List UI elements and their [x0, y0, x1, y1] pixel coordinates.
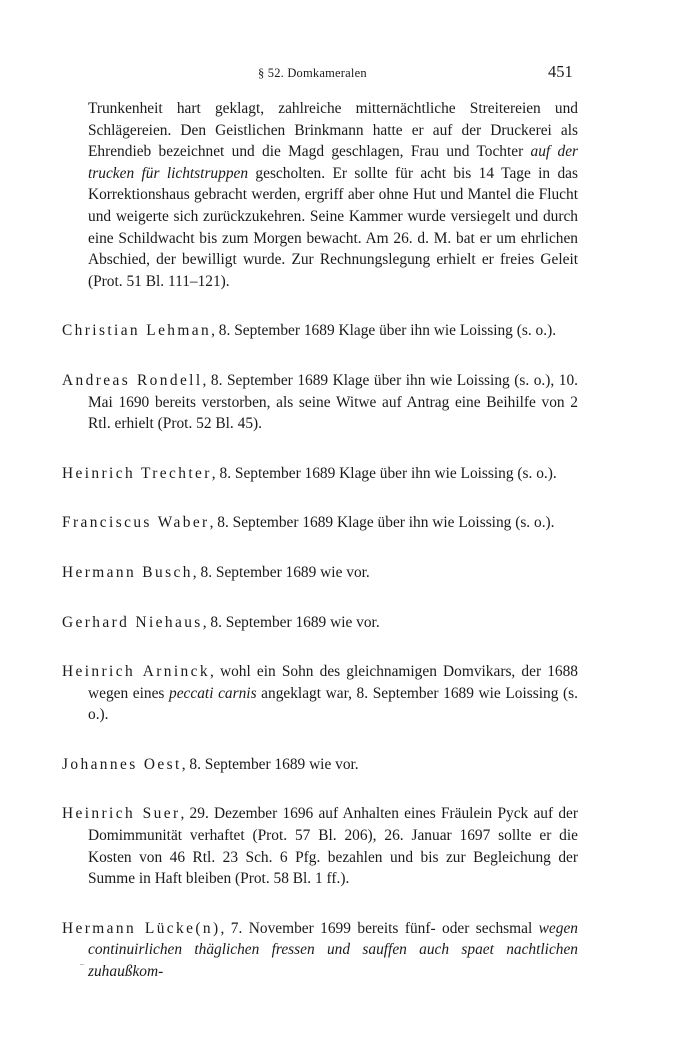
print-mark [80, 964, 84, 965]
paragraph-text: gescholten. Er sollte für acht bis 14 Tage in das Korrektionshaus gebracht werden, ergriff aber ohne Hut und Mantel die Flucht und weigerte sich zurückzukehren. Seine Kammer wurde versiegelt und durch eine Schildwacht bis zum Morgen bewacht. Am 26. d. M. bat er um ehrlichen Abschied, der bewilligt wurde. Zur Rechnungslegung erhielt er freies Geleit (Prot. 51 Bl. 111–121). [88, 164, 579, 290]
entry-text: , 8. September 1689 Klage über ihn wie Loissing (s. o.). [211, 322, 557, 340]
entry-text: , 8. September 1689 wie vor. [202, 613, 380, 631]
quoted-phrase: wegen continuirlichen thäglichen fressen und sauffen auch spaet nachtlichen zuhaußkom- [88, 919, 578, 981]
entry-name: Christian Lehman [62, 322, 212, 340]
entry-text: , 7. November 1699 bereits fünf- oder sechsmal [220, 919, 539, 937]
entry-busch [62, 562, 578, 584]
running-title: § 52. Domkameralen [258, 66, 367, 80]
entry-waber [62, 512, 578, 534]
entry-text: , 8. September 1689 wie vor. [181, 755, 359, 773]
entry-trechter [62, 463, 578, 485]
entry-rondell [62, 370, 578, 435]
entry-luecke [62, 918, 578, 983]
entry-suer [62, 803, 578, 889]
entry-niehaus [62, 612, 578, 634]
entry-name: Hermann Busch [62, 563, 193, 581]
entry-name: Franciscus Waber [62, 514, 210, 532]
entry-text: , 8. September 1689 Klage über ihn wie Loissing (s. o.). [211, 464, 557, 482]
paragraph-text: Trunkenheit hart geklagt, zahlreiche mitternächtliche Streitereien und Schlägereien. Den Geistlichen Brinkmann hatte er auf der Druckerei als Ehrendieb bezeichnet und die Magd geschlagen, Frau und Tochter [88, 100, 578, 161]
quoted-phrase: auf der trucken für lichtstruppen [88, 143, 579, 182]
entry-name: Heinrich Arninck [62, 663, 210, 681]
entry-name: Andreas Rondell [62, 371, 203, 389]
entry-lehman [62, 320, 578, 342]
running-head [0, 62, 700, 84]
continued-paragraph [88, 98, 578, 292]
page-number: 451 [548, 62, 573, 81]
entry-name: Heinrich Trechter [62, 464, 212, 482]
latin-phrase: peccati carnis [169, 684, 257, 702]
entry-name: Heinrich Suer [62, 805, 181, 823]
entry-text: , 8. September 1689 Klage über ihn wie Loissing (s. o.). [209, 514, 555, 532]
entry-text: angeklagt war, 8. September 1689 wie Loissing (s. o.). [88, 684, 578, 724]
entry-text: , 29. Dezember 1696 auf Anhalten eines Fräulein Pyck auf der Domimmunität verhaftet (Prot. 57 Bl. 206), 26. Januar 1697 sollte er die Kosten von 46 Rtl. 23 Sch. 6 Pfg. bezahlen und bis zur Begleichung der Summe in Haft bleiben (Prot. 58 Bl. 1 ff.). [88, 805, 578, 888]
entry-arninck [62, 661, 578, 726]
entry-name: Hermann Lücke(n) [62, 919, 221, 937]
entry-name: Johannes Oest [62, 755, 182, 773]
entry-text: , wohl ein Sohn des gleichnamigen Domvikars, der 1688 wegen eines [88, 663, 578, 702]
entry-text: , 8. September 1689 Klage über ihn wie Loissing (s. o.), 10. Mai 1690 bereits verstorben, als seine Witwe auf Antrag eine Beihilfe von 2 Rtl. erhielt (Prot. 52 Bl. 45). [88, 371, 578, 433]
entry-oest [62, 754, 578, 776]
entry-text: , 8. September 1689 wie vor. [192, 563, 370, 581]
entry-name: Gerhard Niehaus [62, 613, 203, 631]
body-text [62, 98, 578, 983]
